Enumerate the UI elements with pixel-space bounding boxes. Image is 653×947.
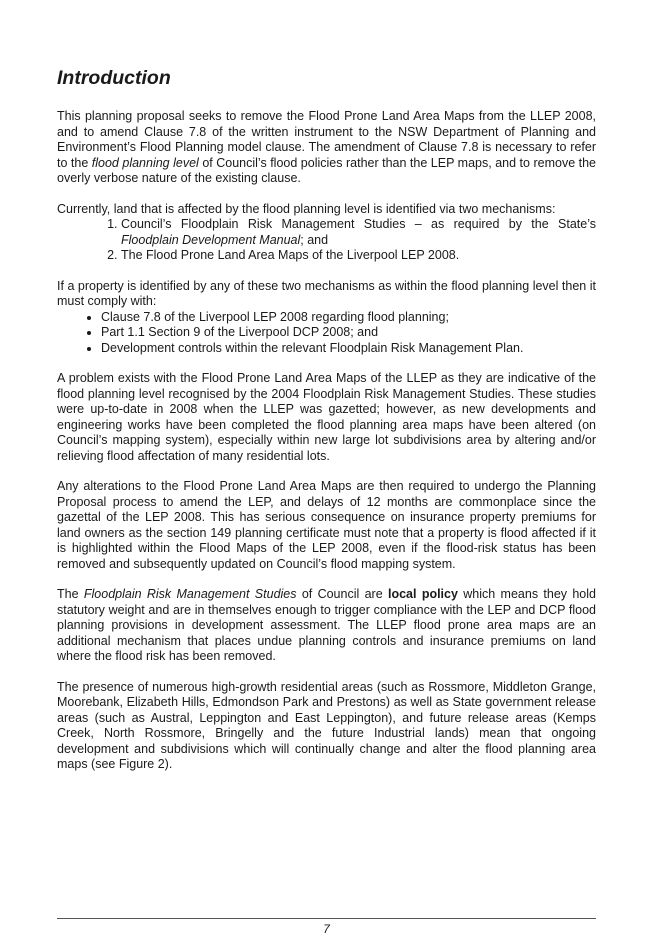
paragraph-purpose [57,109,596,187]
list-item: • Part 1.1 Section 9 of the Liverpool DCP 2008; and [101,325,596,341]
paragraph-local-policy [57,587,596,665]
text-run: which means they hold statutory weight and are in themselves enough to trigger compliance with the LEP and DCP flood planning provisions in development assessment. The LLEP flood prone area maps are an additional mechanism that places undue planning controls and insurance premiums on land where the flood risk has been removed. [57,587,596,663]
text-run: This planning proposal seeks to remove the Flood Prone Land Area Maps from the LLEP 2008, and to amend Clause 7.8 of the written instrument to the NSW Department of Planning and Environment’s Flood Planning model clause. The amendment of Clause 7.8 is necessary to refer to the [57,109,596,170]
paragraph-mechanisms-intro: Currently, land that is affected by the flood planning level is identified via two mechanisms: [57,201,556,216]
text-run: of Council are [296,587,388,601]
list-item: • Development controls within the relevant Floodplain Risk Management Plan. [101,341,596,357]
italic-term: flood planning level [91,155,199,170]
text-run: Council’s Floodplain Risk Management Studies – as required by the State’s [121,217,596,231]
paragraph-problem: A problem exists with the Flood Prone Land Area Maps of the LLEP as they are indicative of the flood planning level recognised by the 2004 Floodplain Risk Management Studies. These studies were up-to-date in 2008 when the LLEP was gazetted; however, as new developments and engineering works have been completed the flood planning area maps have been altered (on Council’s mapping system), especially within new large lot subdivisions area by altering and/or relieving flood affectation of many residential lots. [57,371,596,463]
document-body [57,66,596,788]
mechanisms-list [57,217,596,264]
italic-term: Floodplain Development Manual [121,232,301,247]
list-item: 2. The Flood Prone Land Area Maps of the Liverpool LEP 2008. [121,248,596,264]
paragraph-compliance-intro: If a property is identified by any of these two mechanisms as within the flood planning level then it must comply with: [57,278,596,308]
bold-term: local policy [388,587,458,601]
paragraph-growth-areas: The presence of numerous high-growth residential areas (such as Rossmore, Middleton Grange, Moorebank, Elizabeth Hills, Edmondson Park and Prestons) as well as State government release areas (such as Austral, Leppington and East Leppington), and future release areas (Kemps Creek, North Rossmore, Bringelly and the future Industrial lands) mean that ongoing development and subdivisions which will continually change and alter the flood planning area maps (see Figure 2). [57,679,596,771]
compliance-list [57,310,596,357]
italic-term: Floodplain Risk Management Studies [83,587,297,601]
page-number: 7 [323,922,330,936]
paragraph-alterations: Any alterations to the Flood Prone Land Area Maps are then required to undergo the Planning Proposal process to amend the LEP, and delays of 12 months are commonplace since the gazettal of the LEP 2008. This has serious consequence on insurance property premiums for land owners as the section 149 planning certificate must note that a property is flood affected if it is highlighted within the Flood Maps of the LEP 2008, even if the flood-risk status has been removed and subsequently updated on Council’s flood mapping system. [57,479,596,571]
text-run: The [57,587,84,601]
text-run: of Council’s flood policies rather than the LEP maps, and to remove the overly verbose nature of the existing clause. [57,155,597,185]
text-run: ; and [300,232,329,247]
section-heading: Introduction [57,67,171,89]
footer-rule [57,918,596,919]
list-item [121,217,596,248]
list-item: • Clause 7.8 of the Liverpool LEP 2008 regarding flood planning; [101,310,596,326]
